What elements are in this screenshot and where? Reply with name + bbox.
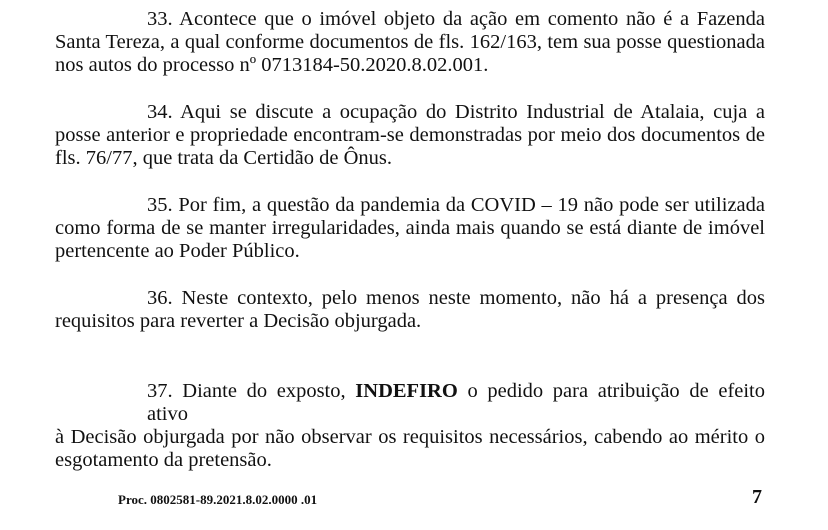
text-line: esgotamento da pretensão. (55, 449, 272, 471)
text-line: pertencente ao Poder Público. (55, 240, 300, 262)
text-line: 36. Neste contexto, pelo menos neste momento, não há a presença dos (147, 287, 765, 309)
paragraph-34 (55, 101, 765, 170)
text-segment: 37. Diante do exposto, (147, 380, 346, 402)
paragraph-33 (55, 8, 765, 77)
paragraph-36 (55, 287, 765, 333)
page-number: 7 (752, 486, 762, 508)
paragraph-37 (55, 380, 765, 472)
text-line: 34. Aqui se discute a ocupação do Distrito Industrial de Atalaia, cuja a (147, 101, 765, 123)
text-line: à Decisão objurgada por não observar os requisitos necessários, cabendo ao mérito o (55, 426, 765, 448)
text-line: requisitos para reverter a Decisão objurgada. (55, 310, 422, 332)
text-line: Santa Tereza, a qual conforme documentos de fls. 162/163, tem sua posse questionada (55, 31, 765, 53)
text-line (55, 380, 765, 426)
text-line: fls. 76/77, que trata da Certidão de Ônus. (55, 147, 393, 169)
text-line: posse anterior e propriedade encontram-se demonstradas por meio dos documentos de (55, 124, 765, 146)
process-number: Proc. 0802581-89.2021.8.02.0000 .01 (118, 492, 318, 507)
paragraph-35 (55, 194, 765, 263)
text-segment: o pedido para atribuição de efeito ativo (147, 380, 766, 425)
text-line: 35. Por fim, a questão da pandemia da COVID – 19 não pode ser utilizada (147, 194, 765, 216)
text-line: 33. Acontece que o imóvel objeto da ação em comento não é a Fazenda (147, 8, 765, 30)
text-line: como forma de se manter irregularidades, ainda mais quando se está diante de imóvel (55, 217, 765, 239)
decision-keyword: INDEFIRO (355, 380, 458, 402)
text-line: nos autos do processo nº 0713184-50.2020.8.02.001. (55, 54, 489, 76)
